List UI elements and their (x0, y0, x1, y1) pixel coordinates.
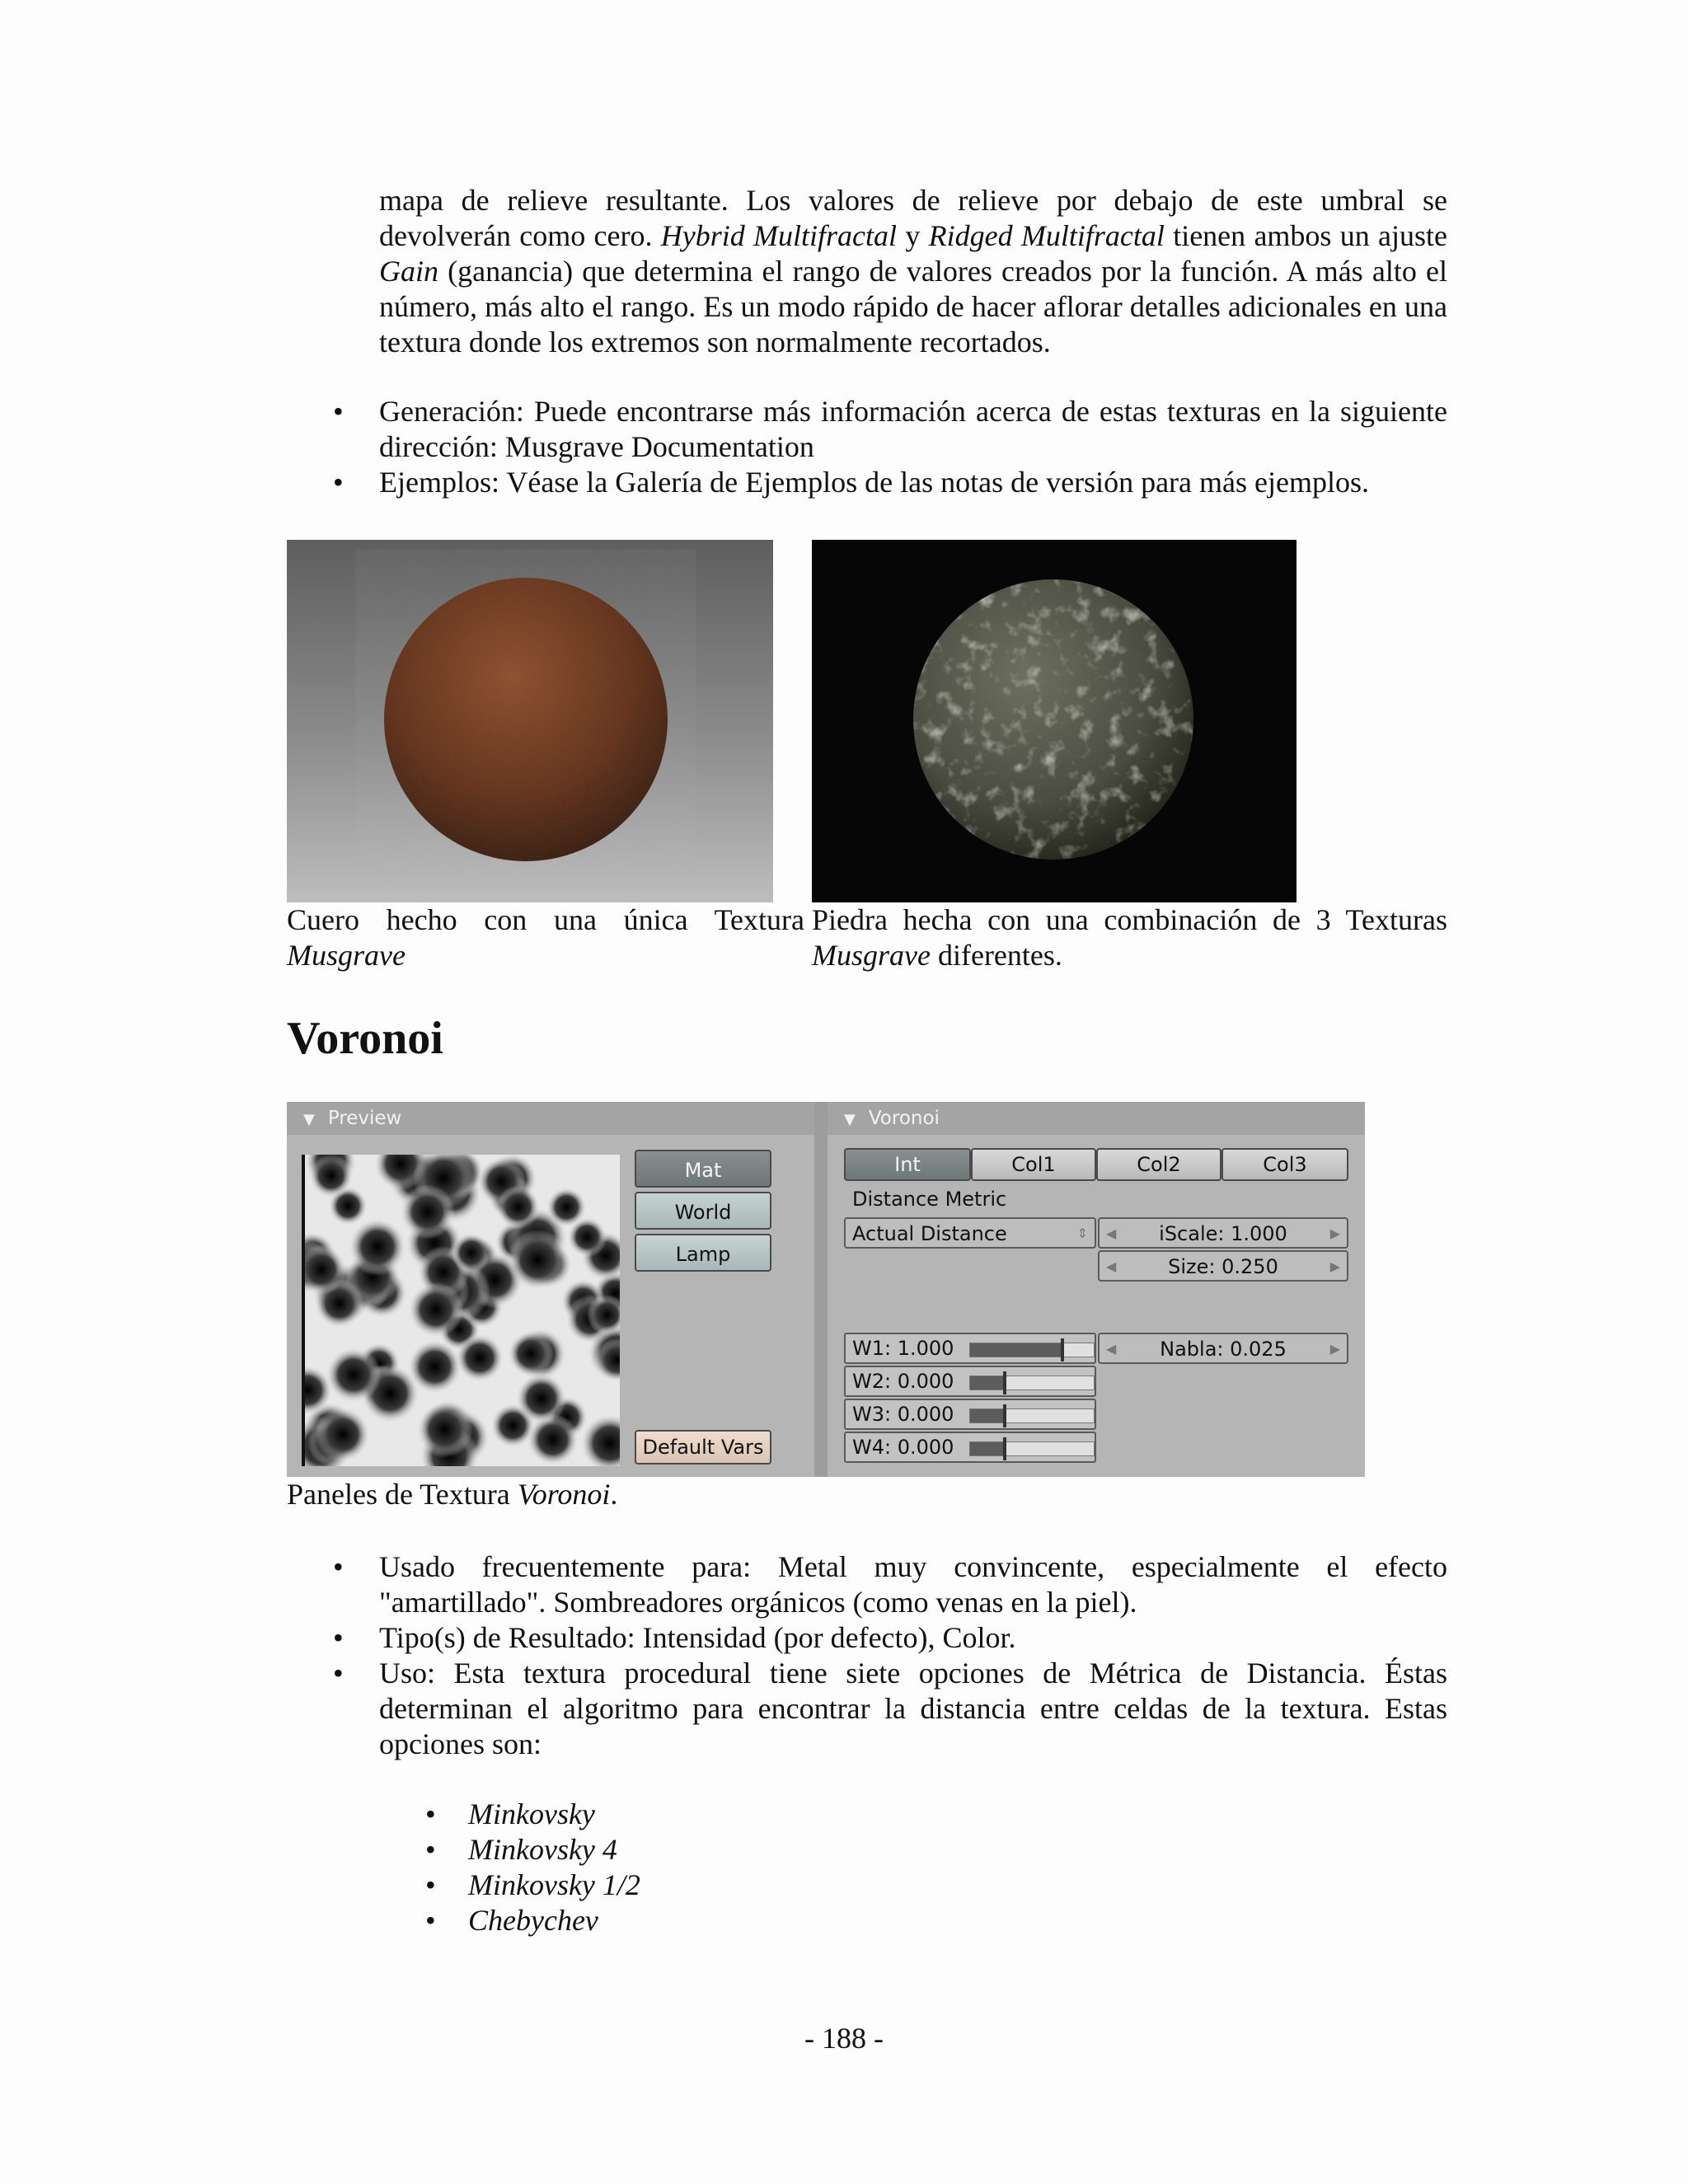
caption-stone (812, 902, 1447, 973)
slider-track (969, 1441, 1095, 1456)
voronoi-cell (456, 1333, 504, 1382)
intro-paragraph (379, 183, 1447, 360)
voronoi-cell (417, 1402, 473, 1458)
tab-col1[interactable]: Col1 (971, 1148, 1096, 1181)
intro-italic-gain: Gain (379, 255, 438, 288)
voronoi-cell (408, 1282, 464, 1338)
list-item: • Chebychev (379, 1903, 1039, 1938)
size-field[interactable] (1098, 1250, 1348, 1282)
voronoi-cell (326, 1347, 382, 1404)
slider-knob[interactable] (1003, 1404, 1006, 1427)
caption-text: . (610, 1478, 618, 1511)
caption-italic: Musgrave (812, 939, 931, 972)
w3-slider[interactable] (844, 1399, 1096, 1430)
caption-text: Piedra hecha con una combinación de 3 Texturas (812, 903, 1447, 936)
slider-fill (970, 1409, 1003, 1422)
left-arrow-icon[interactable]: ◀ (1106, 1341, 1117, 1357)
right-arrow-icon[interactable]: ▶ (1329, 1258, 1340, 1274)
list-item: • Tipo(s) de Resultado: Intensidad (por defecto), Color. (287, 1620, 1447, 1656)
voronoi-cell (496, 1185, 541, 1230)
stone-sphere-graphic (812, 540, 1296, 902)
voronoi-preview-graphic (305, 1155, 620, 1466)
panel-divider (814, 1102, 828, 1477)
page-number: - 188 - (804, 2022, 884, 2055)
intro-text: mapa de relieve resultante. Los valores de relieve por debajo de este umbral se devolverán como cero. (379, 184, 1447, 252)
leather-sphere-image (287, 540, 773, 902)
iscale-value: iScale: 1.000 (1159, 1222, 1287, 1245)
mat-button[interactable]: Mat (635, 1150, 771, 1188)
caption-italic: Voronoi (517, 1478, 611, 1511)
list-item: • Usado frecuentemente para: Metal muy convincente, especialmente el efecto "amartillado". Sombreadores orgánicos (como venas en la piel). (287, 1549, 1447, 1620)
caption-leather (287, 902, 804, 973)
list-item: • Ejemplos: Véase la Galería de Ejemplos de las notas de versión para más ejemplos. (287, 465, 1447, 500)
nabla-field[interactable] (1098, 1333, 1348, 1364)
list-item: • Minkovsky 1/2 (379, 1868, 1039, 1903)
caption-voronoi (287, 1477, 617, 1512)
slider-knob[interactable] (1003, 1437, 1006, 1460)
caption-text: Paneles de Textura (287, 1478, 518, 1511)
list-item: • Minkovsky (379, 1797, 1039, 1832)
intro-text: tienen ambos un ajuste (1164, 219, 1447, 252)
bullet-list-musgrave (287, 394, 1447, 500)
slider-fill (970, 1343, 1061, 1357)
slider-track (969, 1343, 1095, 1357)
voronoi-title: Voronoi (868, 1108, 940, 1129)
w3-label: W3: 0.000 (852, 1403, 954, 1426)
caption-text: Cuero hecho con una única Textura (287, 903, 804, 936)
nabla-value: Nabla: 0.025 (1160, 1338, 1287, 1361)
list-item: • Uso: Esta textura procedural tiene siete opciones de Métrica de Distancia. Éstas determinan el algoritmo para encontrar la distancia entre celdas de la textura. Estas opciones son: (287, 1656, 1447, 1762)
tab-col3[interactable]: Col3 (1221, 1148, 1348, 1181)
voronoi-cell (309, 1155, 353, 1197)
voronoi-texture-panels (287, 1102, 1365, 1477)
slider-track (969, 1376, 1095, 1390)
left-arrow-icon[interactable]: ◀ (1106, 1258, 1117, 1274)
stone-sphere-image (812, 540, 1296, 902)
list-item: • Minkovsky 4 (379, 1832, 1039, 1868)
distance-metric-select[interactable] (844, 1217, 1096, 1249)
w1-label: W1: 1.000 (852, 1337, 954, 1360)
size-value: Size: 0.250 (1168, 1255, 1278, 1278)
distance-metric-label: Distance Metric (852, 1188, 1007, 1211)
tab-col2[interactable]: Col2 (1096, 1148, 1221, 1181)
default-vars-button[interactable]: Default Vars (635, 1430, 771, 1465)
tab-int[interactable]: Int (844, 1148, 971, 1181)
voronoi-cell (451, 1233, 491, 1273)
w4-label: W4: 0.000 (852, 1436, 954, 1459)
right-arrow-icon[interactable]: ▶ (1329, 1341, 1340, 1357)
slider-knob[interactable] (1061, 1338, 1064, 1361)
list-item: • Generación: Puede encontrarse más información acerca de estas texturas en la siguiente dirección: Musgrave Documentation (287, 394, 1447, 465)
right-arrow-icon[interactable]: ▶ (1329, 1226, 1340, 1241)
distance-metric-value: Actual Distance (852, 1222, 1007, 1245)
slider-fill (970, 1442, 1003, 1455)
voronoi-cell (508, 1331, 554, 1377)
voronoi-cell (507, 1230, 568, 1291)
updown-arrows-icon: ⇕ (1076, 1226, 1088, 1241)
w2-label: W2: 0.000 (852, 1370, 954, 1393)
intro-text: (ganancia) que determina el rango de valores creados por la función. A más alto el número, más alto el rango. Es un modo rápido de hacer aflorar detalles adicionales en una textura donde los extremos son normalmente recortados. (379, 255, 1447, 359)
slider-track (969, 1408, 1095, 1423)
preview-panel-header[interactable] (287, 1102, 814, 1135)
iscale-field[interactable] (1098, 1217, 1348, 1249)
collapse-triangle-icon[interactable]: ▼ (844, 1111, 856, 1128)
slider-knob[interactable] (1003, 1371, 1006, 1394)
voronoi-cell (400, 1184, 454, 1239)
voronoi-preview-image (305, 1155, 620, 1466)
caption-italic: Musgrave (287, 939, 406, 972)
intro-text: y (897, 219, 929, 252)
voronoi-cell (546, 1187, 587, 1227)
voronoi-cell (316, 1408, 371, 1463)
caption-text: diferentes. (930, 939, 1062, 972)
leather-sphere-graphic (287, 540, 773, 902)
w2-slider[interactable] (844, 1366, 1096, 1397)
bullet-list-voronoi (287, 1549, 1447, 1762)
slider-fill (970, 1376, 1003, 1390)
voronoi-cell (349, 1218, 406, 1276)
w4-slider[interactable] (844, 1432, 1096, 1463)
intro-italic-ridged: Ridged Multifractal (928, 219, 1165, 252)
intro-italic-hybrid: Hybrid Multifractal (660, 219, 898, 252)
voronoi-cell (516, 1373, 567, 1424)
collapse-triangle-icon[interactable]: ▼ (303, 1111, 315, 1128)
section-heading: Voronoi (287, 1013, 443, 1064)
lamp-button[interactable]: Lamp (635, 1234, 771, 1272)
w1-slider[interactable] (844, 1333, 1096, 1364)
distance-metric-options-list (379, 1797, 1039, 1938)
world-button[interactable]: World (635, 1192, 771, 1230)
left-arrow-icon[interactable]: ◀ (1106, 1226, 1117, 1241)
preview-title: Preview (327, 1108, 402, 1129)
voronoi-panel-header[interactable] (828, 1102, 1365, 1135)
